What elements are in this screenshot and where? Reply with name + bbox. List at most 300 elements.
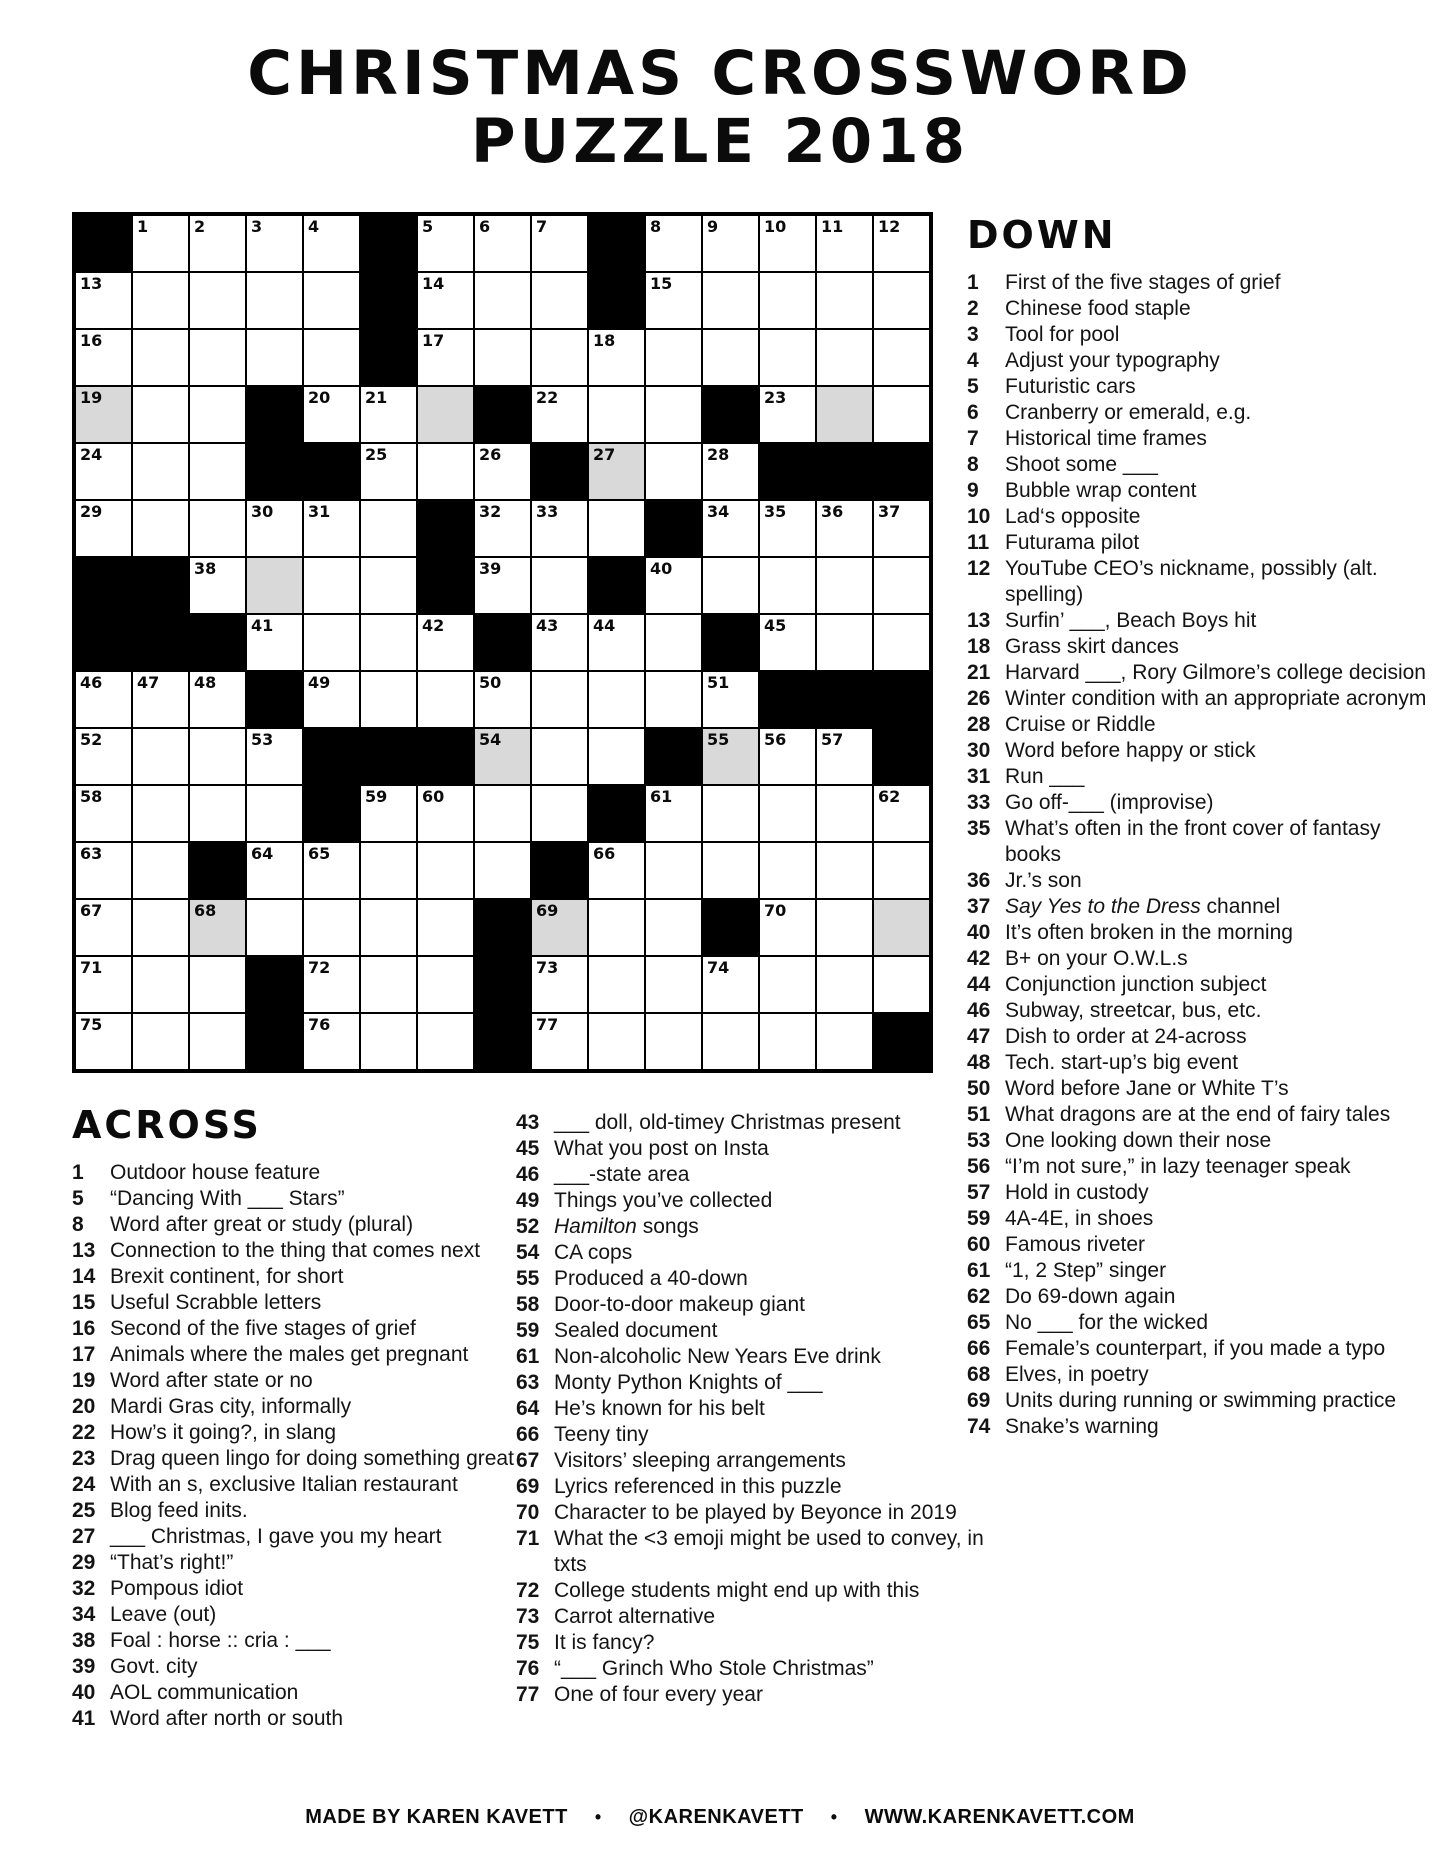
grid-cell[interactable] (189, 956, 246, 1013)
grid-cell[interactable] (132, 785, 189, 842)
grid-cell[interactable] (816, 899, 873, 956)
clue-number: 37 (967, 895, 991, 918)
cell-number: 50 (479, 673, 502, 692)
grid-cell[interactable] (189, 1013, 246, 1070)
clue-number: 59 (967, 1207, 991, 1230)
grid-cell[interactable] (816, 272, 873, 329)
grid-cell[interactable] (873, 500, 930, 557)
clue-text: Lad‘s opposite (1005, 505, 1141, 528)
grid-cell[interactable] (132, 443, 189, 500)
grid-cell[interactable] (75, 272, 132, 329)
clue-text: It’s often broken in the morning (1005, 921, 1293, 944)
clue-40 (72, 1680, 524, 1706)
clue-number: 52 (516, 1215, 540, 1238)
grid-cell[interactable] (75, 500, 132, 557)
grid-cell[interactable] (246, 899, 303, 956)
grid-cell[interactable] (474, 500, 531, 557)
clue-38 (72, 1628, 524, 1654)
grid-cell[interactable] (474, 842, 531, 899)
grid-cell[interactable] (531, 1013, 588, 1070)
grid-cell-black (474, 614, 531, 671)
grid-cell[interactable] (759, 500, 816, 557)
grid-cell[interactable] (702, 500, 759, 557)
grid-cell[interactable] (360, 899, 417, 956)
cell-number: 15 (650, 274, 673, 293)
grid-cell[interactable] (189, 443, 246, 500)
grid-cell[interactable] (75, 329, 132, 386)
grid-cell[interactable] (303, 842, 360, 899)
grid-cell[interactable] (873, 386, 930, 443)
clue-number: 30 (967, 739, 991, 762)
clue-63 (516, 1370, 994, 1396)
clue-text: Cruise or Riddle (1005, 713, 1156, 736)
grid-cell[interactable] (75, 956, 132, 1013)
grid-cell[interactable] (645, 386, 702, 443)
grid-cell[interactable] (759, 614, 816, 671)
grid-cell[interactable] (531, 899, 588, 956)
grid-cell[interactable] (816, 614, 873, 671)
clue-33 (967, 790, 1429, 816)
grid-cell[interactable] (588, 899, 645, 956)
grid-cell[interactable] (303, 956, 360, 1013)
grid-cell[interactable] (645, 272, 702, 329)
grid-cell[interactable] (588, 842, 645, 899)
grid-cell[interactable] (360, 785, 417, 842)
grid-cell[interactable] (360, 614, 417, 671)
cell-number: 23 (764, 388, 787, 407)
grid-cell[interactable] (702, 272, 759, 329)
clue-number: 74 (967, 1415, 991, 1438)
grid-cell[interactable] (246, 785, 303, 842)
grid-cell[interactable] (759, 842, 816, 899)
clue-text: How’s it going?, in slang (110, 1421, 337, 1444)
clue-64 (516, 1396, 994, 1422)
grid-cell[interactable] (474, 215, 531, 272)
grid-cell[interactable] (417, 956, 474, 1013)
grid-cell[interactable] (702, 842, 759, 899)
clue-number: 64 (516, 1397, 540, 1420)
clue-text: Connection to the thing that comes next (110, 1239, 481, 1262)
clue-number: 9 (967, 479, 979, 502)
clue-text: Snake’s warning (1005, 1415, 1159, 1438)
cell-number: 63 (80, 844, 103, 863)
grid-cell[interactable] (873, 215, 930, 272)
grid-cell[interactable] (645, 1013, 702, 1070)
clue-40 (967, 920, 1429, 946)
grid-cell[interactable] (246, 614, 303, 671)
grid-cell[interactable] (702, 956, 759, 1013)
clue-47 (967, 1024, 1429, 1050)
grid-cell[interactable] (645, 557, 702, 614)
grid-cell[interactable] (189, 500, 246, 557)
cell-number: 9 (707, 217, 719, 236)
grid-cell[interactable] (645, 785, 702, 842)
grid-cell[interactable] (531, 671, 588, 728)
clue-text: Second of the five stages of grief (110, 1317, 416, 1340)
cell-number: 71 (80, 958, 103, 977)
grid-cell[interactable] (702, 671, 759, 728)
grid-cell[interactable] (702, 557, 759, 614)
grid-cell-black (417, 557, 474, 614)
grid-cell[interactable] (75, 443, 132, 500)
grid-cell[interactable] (531, 956, 588, 1013)
cell-number: 42 (422, 616, 445, 635)
grid-cell[interactable] (531, 386, 588, 443)
clue-number: 72 (516, 1579, 540, 1602)
clue-67 (516, 1448, 994, 1474)
crossword-grid (72, 212, 933, 1073)
grid-cell[interactable] (645, 842, 702, 899)
grid-cell[interactable] (189, 272, 246, 329)
grid-cell[interactable] (75, 899, 132, 956)
grid-cell[interactable] (132, 899, 189, 956)
grid-cell[interactable] (873, 614, 930, 671)
grid-cell[interactable] (816, 1013, 873, 1070)
grid-cell[interactable] (531, 557, 588, 614)
grid-cell-black (474, 1013, 531, 1070)
grid-cell[interactable] (588, 614, 645, 671)
grid-cell[interactable] (132, 386, 189, 443)
grid-cell[interactable] (132, 671, 189, 728)
grid-cell[interactable] (588, 728, 645, 785)
grid-cell[interactable] (189, 557, 246, 614)
grid-cell[interactable] (189, 899, 246, 956)
grid-cell[interactable] (303, 500, 360, 557)
clue-text: Historical time frames (1005, 427, 1207, 450)
clue-text: With an s, exclusive Italian restaurant (110, 1473, 458, 1496)
clue-11 (967, 530, 1429, 556)
grid-cell[interactable] (873, 956, 930, 1013)
grid-cell[interactable] (246, 215, 303, 272)
grid-cell[interactable] (360, 386, 417, 443)
clue-number: 59 (516, 1319, 540, 1342)
clue-50 (967, 1076, 1429, 1102)
clue-text: “That’s right!” (110, 1551, 234, 1574)
clue-1 (967, 270, 1429, 296)
clue-number: 61 (967, 1259, 991, 1282)
clue-number: 53 (967, 1129, 991, 1152)
grid-cell[interactable] (531, 500, 588, 557)
grid-cell[interactable] (702, 215, 759, 272)
grid-cell[interactable] (417, 1013, 474, 1070)
clue-number: 14 (72, 1265, 96, 1288)
clue-number: 46 (516, 1163, 540, 1186)
grid-cell[interactable] (474, 728, 531, 785)
grid-cell-black (873, 1013, 930, 1070)
clue-number: 65 (967, 1311, 991, 1334)
cell-number: 48 (194, 673, 217, 692)
clue-60 (967, 1232, 1429, 1258)
grid-cell[interactable] (816, 842, 873, 899)
grid-cell[interactable] (417, 614, 474, 671)
grid-cell[interactable] (759, 329, 816, 386)
grid-cell[interactable] (246, 500, 303, 557)
grid-cell[interactable] (588, 443, 645, 500)
cell-number: 59 (365, 787, 388, 806)
grid-cell[interactable] (645, 671, 702, 728)
grid-cell[interactable] (588, 1013, 645, 1070)
clue-8 (967, 452, 1429, 478)
clue-text: Door-to-door makeup giant (554, 1293, 805, 1316)
grid-cell[interactable] (189, 785, 246, 842)
grid-cell-black (474, 956, 531, 1013)
grid-cell[interactable] (246, 842, 303, 899)
grid-cell-black (873, 671, 930, 728)
grid-cell[interactable] (360, 1013, 417, 1070)
grid-cell[interactable] (132, 272, 189, 329)
clue-text: Units during running or swimming practice (1005, 1389, 1396, 1412)
grid-cell[interactable] (360, 557, 417, 614)
clue-23 (72, 1446, 524, 1472)
grid-cell[interactable] (588, 329, 645, 386)
clue-text: Female’s counterpart, if you made a typo (1005, 1337, 1386, 1360)
grid-cell[interactable] (189, 728, 246, 785)
cell-number: 16 (80, 331, 103, 350)
cell-number: 39 (479, 559, 502, 578)
grid-cell[interactable] (303, 272, 360, 329)
clue-22 (72, 1420, 524, 1446)
clue-49 (516, 1188, 994, 1214)
clue-1 (72, 1160, 524, 1186)
grid-cell[interactable] (189, 671, 246, 728)
grid-cell[interactable] (474, 785, 531, 842)
grid-cell[interactable] (702, 785, 759, 842)
cell-number: 52 (80, 730, 103, 749)
grid-cell[interactable] (474, 443, 531, 500)
grid-cell[interactable] (873, 785, 930, 842)
grid-cell[interactable] (531, 215, 588, 272)
clue-text: Surfin’ ___, Beach Boys hit (1005, 609, 1257, 632)
grid-cell-black (360, 728, 417, 785)
clue-text: Hold in custody (1005, 1181, 1149, 1204)
grid-cell[interactable] (816, 215, 873, 272)
grid-cell[interactable] (474, 329, 531, 386)
cell-number: 57 (821, 730, 844, 749)
clue-number: 42 (967, 947, 991, 970)
grid-cell[interactable] (303, 386, 360, 443)
cell-number: 49 (308, 673, 331, 692)
clue-70 (516, 1500, 994, 1526)
grid-cell[interactable] (132, 956, 189, 1013)
clue-text: Run ___ (1005, 765, 1085, 788)
grid-cell[interactable] (132, 842, 189, 899)
clue-number: 7 (967, 427, 979, 450)
grid-cell[interactable] (702, 1013, 759, 1070)
grid-cell[interactable] (702, 728, 759, 785)
grid-cell[interactable] (645, 899, 702, 956)
grid-cell[interactable] (645, 956, 702, 1013)
cell-number: 8 (650, 217, 662, 236)
clue-text: Pompous idiot (110, 1577, 244, 1600)
grid-cell[interactable] (816, 500, 873, 557)
grid-cell[interactable] (759, 215, 816, 272)
grid-cell[interactable] (702, 329, 759, 386)
grid-cell[interactable] (531, 728, 588, 785)
grid-cell-black (873, 728, 930, 785)
clue-19 (72, 1368, 524, 1394)
clue-text: Foal : horse :: cria : ___ (110, 1629, 331, 1652)
grid-cell[interactable] (873, 272, 930, 329)
bullet-separator: • (594, 1807, 602, 1828)
cell-number: 38 (194, 559, 217, 578)
grid-cell[interactable] (873, 899, 930, 956)
grid-cell[interactable] (75, 842, 132, 899)
grid-cell[interactable] (531, 785, 588, 842)
grid-cell[interactable] (531, 614, 588, 671)
clue-26 (967, 686, 1429, 712)
grid-cell[interactable] (303, 899, 360, 956)
grid-cell[interactable] (132, 728, 189, 785)
grid-cell[interactable] (189, 215, 246, 272)
grid-cell[interactable] (474, 272, 531, 329)
grid-cell[interactable] (417, 443, 474, 500)
clue-74 (967, 1414, 1429, 1440)
grid-cell[interactable] (531, 329, 588, 386)
grid-cell[interactable] (75, 728, 132, 785)
grid-cell[interactable] (759, 899, 816, 956)
clue-number: 19 (72, 1369, 96, 1392)
grid-cell[interactable] (303, 557, 360, 614)
grid-cell[interactable] (75, 671, 132, 728)
grid-cell[interactable] (873, 329, 930, 386)
clue-text: Winter condition with an appropriate acronym (1005, 687, 1427, 710)
grid-cell[interactable] (246, 329, 303, 386)
clue-number: 24 (72, 1473, 96, 1496)
grid-cell-black (303, 443, 360, 500)
grid-cell[interactable] (816, 728, 873, 785)
clue-text: Outdoor house feature (110, 1161, 321, 1184)
grid-cell[interactable] (246, 272, 303, 329)
clue-text: Brexit continent, for short (110, 1265, 344, 1288)
grid-cell[interactable] (303, 329, 360, 386)
grid-cell[interactable] (75, 1013, 132, 1070)
cell-number: 27 (593, 445, 616, 464)
grid-cell[interactable] (303, 215, 360, 272)
grid-cell[interactable] (417, 899, 474, 956)
grid-cell-black (246, 671, 303, 728)
grid-cell[interactable] (360, 443, 417, 500)
grid-cell[interactable] (303, 1013, 360, 1070)
grid-cell[interactable] (816, 785, 873, 842)
clue-number: 48 (967, 1051, 991, 1074)
grid-cell[interactable] (816, 557, 873, 614)
grid-cell[interactable] (417, 272, 474, 329)
grid-cell[interactable] (303, 614, 360, 671)
grid-cell[interactable] (75, 386, 132, 443)
cell-number: 41 (251, 616, 274, 635)
grid-cell[interactable] (645, 215, 702, 272)
grid-cell[interactable] (189, 329, 246, 386)
clue-number: 61 (516, 1345, 540, 1368)
clue-text: ___ doll, old-timey Christmas present (554, 1111, 901, 1134)
clue-31 (967, 764, 1429, 790)
grid-cell[interactable] (531, 272, 588, 329)
grid-cell[interactable] (417, 785, 474, 842)
grid-cell[interactable] (417, 671, 474, 728)
grid-cell[interactable] (588, 386, 645, 443)
clue-36 (967, 868, 1429, 894)
clue-number: 43 (516, 1111, 540, 1134)
grid-cell[interactable] (759, 956, 816, 1013)
grid-cell[interactable] (816, 329, 873, 386)
clue-9 (967, 478, 1429, 504)
clue-76 (516, 1656, 994, 1682)
grid-cell[interactable] (816, 386, 873, 443)
grid-cell[interactable] (759, 557, 816, 614)
clue-text: Do 69-down again (1005, 1285, 1176, 1308)
clue-number: 55 (516, 1267, 540, 1290)
grid-cell-black (246, 443, 303, 500)
cell-number: 3 (251, 217, 263, 236)
clue-number: 29 (72, 1551, 96, 1574)
grid-cell[interactable] (474, 557, 531, 614)
grid-cell[interactable] (132, 500, 189, 557)
grid-cell[interactable] (645, 614, 702, 671)
grid-cell-black (246, 956, 303, 1013)
grid-cell[interactable] (417, 842, 474, 899)
grid-cell[interactable] (759, 386, 816, 443)
clue-66 (967, 1336, 1429, 1362)
grid-cell[interactable] (303, 671, 360, 728)
grid-cell[interactable] (246, 728, 303, 785)
grid-cell-black (588, 272, 645, 329)
grid-cell[interactable] (246, 557, 303, 614)
grid-cell[interactable] (417, 215, 474, 272)
grid-cell[interactable] (132, 329, 189, 386)
cell-number: 55 (707, 730, 730, 749)
grid-cell[interactable] (873, 842, 930, 899)
grid-cell[interactable] (759, 1013, 816, 1070)
across-heading: ACROSS (72, 1103, 262, 1147)
clue-number: 68 (967, 1363, 991, 1386)
clue-12 (967, 556, 1429, 608)
grid-cell[interactable] (132, 1013, 189, 1070)
grid-cell[interactable] (759, 728, 816, 785)
grid-cell[interactable] (588, 671, 645, 728)
clue-number: 6 (967, 401, 979, 424)
footer (0, 1806, 1440, 1829)
grid-cell[interactable] (360, 671, 417, 728)
cell-number: 36 (821, 502, 844, 521)
grid-cell[interactable] (873, 557, 930, 614)
grid-cell[interactable] (132, 215, 189, 272)
clue-text: Useful Scrabble letters (110, 1291, 322, 1314)
clue-text: Carrot alternative (554, 1605, 716, 1628)
grid-cell[interactable] (816, 956, 873, 1013)
grid-cell[interactable] (417, 386, 474, 443)
cell-number: 30 (251, 502, 274, 521)
grid-cell-black (588, 557, 645, 614)
grid-cell[interactable] (360, 842, 417, 899)
grid-cell[interactable] (360, 500, 417, 557)
grid-cell[interactable] (75, 785, 132, 842)
grid-cell-black (474, 386, 531, 443)
grid-cell[interactable] (588, 500, 645, 557)
grid-cell[interactable] (759, 272, 816, 329)
grid-cell[interactable] (645, 329, 702, 386)
clue-text: “I’m not sure,” in lazy teenager speak (1005, 1155, 1351, 1178)
clue-number: 23 (72, 1447, 96, 1470)
grid-cell[interactable] (474, 671, 531, 728)
grid-cell[interactable] (702, 443, 759, 500)
grid-cell[interactable] (189, 386, 246, 443)
grid-cell[interactable] (588, 956, 645, 1013)
grid-cell[interactable] (759, 785, 816, 842)
grid-cell[interactable] (417, 329, 474, 386)
grid-cell-black (702, 899, 759, 956)
grid-cell[interactable] (360, 956, 417, 1013)
grid-cell[interactable] (645, 443, 702, 500)
